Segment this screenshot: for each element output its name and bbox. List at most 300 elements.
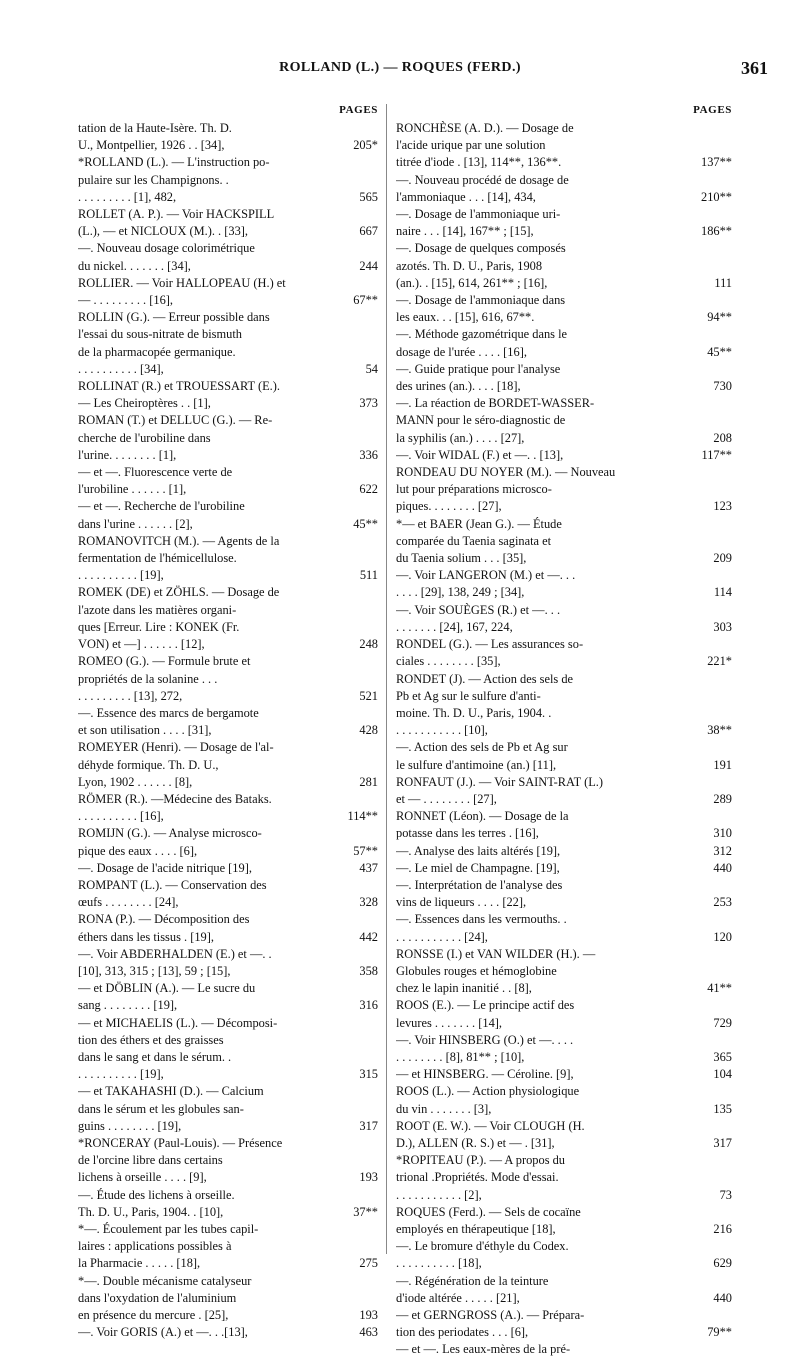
index-line xyxy=(78,292,378,309)
index-line-text: —. Essence des marcs de bergamote xyxy=(78,705,259,720)
index-line xyxy=(78,154,378,171)
index-line-text: RONFAUT (J.). — Voir SAINT-RAT (L.) xyxy=(396,774,603,789)
page-reference: 521 xyxy=(359,688,378,703)
index-line xyxy=(78,774,378,791)
index-line-text: —. Voir HINSBERG (O.) et —. . . . xyxy=(396,1032,574,1047)
right-column xyxy=(396,100,732,1357)
index-line-text: vins de liqueurs . . . . [22], xyxy=(396,895,527,910)
index-line-text: œufs . . . . . . . . [24], xyxy=(78,895,179,910)
index-line xyxy=(78,344,378,361)
index-line xyxy=(78,1083,378,1100)
index-line-text: — et GERNGROSS (A.). — Prépara- xyxy=(396,1308,585,1323)
page-reference: 315 xyxy=(359,1067,378,1082)
index-line-text: ROMEK (DE) et ZÖHLS. — Dosage de xyxy=(78,585,280,600)
running-head xyxy=(0,60,800,84)
page-reference: 45** xyxy=(353,516,378,531)
index-line-text: RONDEAU DU NOYER (M.). — Nouveau xyxy=(396,465,616,480)
index-line-text: RONSSE (I.) et VAN WILDER (H.). — xyxy=(396,946,596,961)
right-entry-list xyxy=(396,120,732,1359)
index-line xyxy=(396,1015,732,1032)
index-line xyxy=(78,447,378,464)
index-line xyxy=(78,722,378,739)
index-line xyxy=(78,1152,378,1169)
index-line xyxy=(78,1324,378,1341)
page-reference: 67** xyxy=(353,293,378,308)
index-line-text: —. Le bromure d'éthyle du Codex. xyxy=(396,1239,569,1254)
index-line xyxy=(78,1066,378,1083)
index-line xyxy=(396,550,732,567)
index-line-text: — Les Cheiroptères . . [1], xyxy=(78,396,211,411)
index-line-text: . . . . . . . . . . . [2], xyxy=(396,1187,482,1202)
index-line xyxy=(78,757,378,774)
index-line-text: ROLLINAT (R.) et TROUESSART (E.). xyxy=(78,379,280,394)
page-reference: 45** xyxy=(707,344,732,359)
index-line-text: U., Montpellier, 1926 . . [34], xyxy=(78,138,225,153)
pages-column-label: PAGES xyxy=(693,104,732,116)
index-line xyxy=(78,619,378,636)
index-line-text: —. Étude des lichens à orseille. xyxy=(78,1187,235,1202)
index-line-text: éthers dans les tissus . [19], xyxy=(78,929,214,944)
page-reference: 104 xyxy=(713,1067,732,1082)
index-line-text: ROOS (L.). — Action physiologique xyxy=(396,1084,580,1099)
page-reference: 440 xyxy=(713,1290,732,1305)
index-line xyxy=(396,1341,732,1358)
page-reference: 135 xyxy=(713,1101,732,1116)
index-line-text: —. Voir GORIS (A.) et —. . .[13], xyxy=(78,1325,248,1340)
index-line xyxy=(396,309,732,326)
index-line xyxy=(78,361,378,378)
index-line xyxy=(78,223,378,240)
index-line-text: RONA (P.). — Décomposition des xyxy=(78,912,250,927)
page-reference: 37** xyxy=(353,1204,378,1219)
index-line-text: . . . . . . . . . . . [24], xyxy=(396,929,488,944)
page-reference: 186** xyxy=(701,224,732,239)
index-line xyxy=(396,154,732,171)
index-line xyxy=(78,395,378,412)
page-number: 361 xyxy=(741,58,768,78)
index-line-text: ROLLIN (G.). — Erreur possible dans xyxy=(78,310,270,325)
index-line xyxy=(78,567,378,584)
index-line-text: (L.), — et NICLOUX (M.). . [33], xyxy=(78,224,248,239)
index-line-text: —. Guide pratique pour l'analyse xyxy=(396,361,561,376)
page-reference: 373 xyxy=(359,396,378,411)
index-line xyxy=(396,602,732,619)
index-line xyxy=(78,498,378,515)
page-reference: 73 xyxy=(719,1187,732,1202)
page-reference: 191 xyxy=(713,757,732,772)
index-line-text: levures . . . . . . . [14], xyxy=(396,1015,502,1030)
index-line-text: lut pour préparations microsco- xyxy=(396,482,552,497)
index-line xyxy=(396,1118,732,1135)
index-line-text: —. Dosage de quelques composés xyxy=(396,241,566,256)
index-line-text: laires : applications possibles à xyxy=(78,1239,232,1254)
index-line xyxy=(78,533,378,550)
index-line-text: ciales . . . . . . . . [35], xyxy=(396,654,501,669)
index-line-text: dans l'urine . . . . . . [2], xyxy=(78,516,193,531)
page-reference: 248 xyxy=(359,637,378,652)
index-line-text: fermentation de l'hémicellulose. xyxy=(78,551,237,566)
page-reference: 317 xyxy=(713,1135,732,1150)
index-line xyxy=(396,584,732,601)
index-line xyxy=(396,1152,732,1169)
index-line-text: . . . . . . . . . . . [10], xyxy=(396,723,488,738)
index-line-text: Th. D. U., Paris, 1904. . [10], xyxy=(78,1204,224,1219)
index-line xyxy=(78,791,378,808)
index-line xyxy=(396,653,732,670)
index-line-text: ROOT (E. W.). — Voir CLOUGH (H. xyxy=(396,1118,585,1133)
index-line xyxy=(396,481,732,498)
index-line xyxy=(78,1238,378,1255)
index-line-text: de la pharmacopée germanique. xyxy=(78,344,236,359)
index-line-text: pulaire sur les Champignons. . xyxy=(78,172,229,187)
index-line xyxy=(78,946,378,963)
index-line-text: RONCHÈSE (A. D.). — Dosage de xyxy=(396,121,574,135)
index-line xyxy=(396,533,732,550)
index-line xyxy=(396,395,732,412)
index-line-text: le sulfure d'antimoine (an.) [11], xyxy=(396,757,557,772)
index-line xyxy=(78,430,378,447)
index-line xyxy=(396,1032,732,1049)
index-line xyxy=(396,1187,732,1204)
index-line-text: —. Action des sels de Pb et Ag sur xyxy=(396,740,568,755)
index-line-text: (an.). . [15], 614, 261** ; [16], xyxy=(396,275,548,290)
page-reference: 730 xyxy=(713,379,732,394)
index-line xyxy=(78,963,378,980)
column-divider xyxy=(386,104,387,1254)
index-line xyxy=(396,739,732,756)
page-reference: 328 xyxy=(359,895,378,910)
page-reference: 275 xyxy=(359,1256,378,1271)
index-line-text: Lyon, 1902 . . . . . . [8], xyxy=(78,774,193,789)
index-line xyxy=(78,671,378,688)
index-line-text: dans le sang et dans le sérum. . xyxy=(78,1049,232,1064)
index-line xyxy=(78,137,378,154)
page-reference: 310 xyxy=(713,826,732,841)
index-line-text: dans le sérum et les globules san- xyxy=(78,1101,244,1116)
index-line xyxy=(78,1255,378,1272)
index-line xyxy=(78,1032,378,1049)
index-line-text: —. La réaction de BORDET-WASSER- xyxy=(396,396,595,411)
index-line xyxy=(78,653,378,670)
index-line xyxy=(78,172,378,189)
index-line xyxy=(78,412,378,429)
page-reference: 463 xyxy=(359,1325,378,1340)
index-line xyxy=(396,344,732,361)
index-line-text: — et MICHAELIS (L.). — Décomposi- xyxy=(78,1015,278,1030)
index-line xyxy=(78,877,378,894)
index-line-text: —. Dosage de l'ammoniaque uri- xyxy=(396,207,561,222)
page-reference: 38** xyxy=(707,723,732,738)
index-line-text: *— et BAER (Jean G.). — Étude xyxy=(396,516,562,531)
index-line-text: . . . . . . . . . [1], 482, xyxy=(78,189,177,204)
page-reference: 205* xyxy=(353,138,378,153)
index-line-text: l'ammoniaque . . . [14], 434, xyxy=(396,189,536,204)
index-line xyxy=(78,911,378,928)
index-line-text: —. Méthode gazométrique dans le xyxy=(396,327,568,342)
index-line xyxy=(396,430,732,447)
index-line-text: ROMIJN (G.). — Analyse microsco- xyxy=(78,826,262,841)
page-reference: 244 xyxy=(359,258,378,273)
page-reference: 437 xyxy=(359,860,378,875)
index-line xyxy=(396,275,732,292)
page-reference: 54 xyxy=(365,361,378,376)
index-line xyxy=(396,412,732,429)
index-line-text: ROMEO (G.). — Formule brute et xyxy=(78,654,251,669)
index-line xyxy=(78,602,378,619)
page-reference: 511 xyxy=(359,568,378,583)
index-line-text: . . . . . . . . . [13], 272, xyxy=(78,688,183,703)
index-line xyxy=(396,1221,732,1238)
index-line xyxy=(396,292,732,309)
index-line-text: *—. Écoulement par les tubes capil- xyxy=(78,1222,259,1236)
index-line xyxy=(396,1101,732,1118)
index-line xyxy=(396,619,732,636)
index-line xyxy=(396,877,732,894)
index-line-text: d'iode altérée . . . . . [21], xyxy=(396,1290,520,1305)
index-line-text: piques. . . . . . . . [27], xyxy=(396,499,502,514)
page-reference: 622 xyxy=(359,482,378,497)
index-line xyxy=(78,240,378,257)
left-column xyxy=(78,100,378,1340)
index-line-text: —. Régénération de la teinture xyxy=(396,1273,549,1288)
index-line-text: l'acide urique par une solution xyxy=(396,138,546,153)
index-line-text: employés en thérapeutique [18], xyxy=(396,1222,556,1236)
index-line xyxy=(396,1324,732,1341)
page-reference: 94** xyxy=(707,310,732,325)
index-line-text: propriétés de la solanine . . . xyxy=(78,671,218,686)
index-line xyxy=(78,206,378,223)
index-line xyxy=(78,1135,378,1152)
index-line xyxy=(396,258,732,275)
index-line xyxy=(78,1169,378,1186)
index-line-text: —. Nouveau procédé de dosage de xyxy=(396,172,569,187)
index-line xyxy=(396,722,732,739)
index-line-text: tion des éthers et des graisses xyxy=(78,1032,224,1047)
index-line-text: —. Le miel de Champagne. [19], xyxy=(396,860,560,875)
index-line xyxy=(396,774,732,791)
index-line xyxy=(396,860,732,877)
index-line-text: la Pharmacie . . . . . [18], xyxy=(78,1256,201,1271)
index-line xyxy=(78,1273,378,1290)
index-line-text: D.), ALLEN (R. S.) et — . [31], xyxy=(396,1135,555,1150)
page-reference: 114 xyxy=(713,585,732,600)
index-line-text: MANN pour le séro-diagnostic de xyxy=(396,413,566,428)
index-line xyxy=(78,481,378,498)
index-line-text: naire . . . [14], 167** ; [15], xyxy=(396,224,534,239)
index-line-text: et — . . . . . . . . [27], xyxy=(396,791,497,806)
index-line xyxy=(78,258,378,275)
index-line xyxy=(396,1307,732,1324)
page-reference: 442 xyxy=(359,929,378,944)
index-line-text: azotés. Th. D. U., Paris, 1908 xyxy=(396,258,543,273)
page-reference: 289 xyxy=(713,791,732,806)
index-line-text: — et —. Les eaux-mères de la pré- xyxy=(396,1342,571,1357)
index-line xyxy=(78,1049,378,1066)
index-line xyxy=(396,567,732,584)
index-line-text: —. Dosage de l'ammoniaque dans xyxy=(396,293,566,308)
index-line xyxy=(396,980,732,997)
index-line xyxy=(396,1083,732,1100)
index-line xyxy=(396,1049,732,1066)
index-line xyxy=(396,929,732,946)
page-reference: 193 xyxy=(359,1170,378,1185)
index-line-text: —. Voir SOUÈGES (R.) et —. . . xyxy=(396,602,561,617)
index-line-text: RONDET (J). — Action des sels de xyxy=(396,671,574,686)
index-line xyxy=(396,911,732,928)
index-line xyxy=(396,172,732,189)
index-line-text: pique des eaux . . . . [6], xyxy=(78,843,198,858)
page-reference: 193 xyxy=(359,1308,378,1323)
index-line xyxy=(396,1255,732,1272)
index-line xyxy=(396,946,732,963)
index-line xyxy=(78,705,378,722)
index-line-text: ROMANOVITCH (M.). — Agents de la xyxy=(78,533,280,548)
page-reference: 114** xyxy=(347,809,378,824)
page-reference: 117** xyxy=(701,447,732,462)
index-line xyxy=(78,378,378,395)
index-line xyxy=(78,189,378,206)
index-line-text: trional .Propriétés. Mode d'essai. xyxy=(396,1170,559,1185)
index-line xyxy=(78,825,378,842)
index-line-text: et son utilisation . . . . [31], xyxy=(78,723,212,738)
index-line-text: —. Voir LANGERON (M.) et —. . . xyxy=(396,568,576,583)
index-line-text: dans l'oxydation de l'aluminium xyxy=(78,1290,237,1305)
index-line-text: —. Analyse des laits altérés [19], xyxy=(396,843,561,858)
index-line xyxy=(78,1118,378,1135)
index-line xyxy=(78,980,378,997)
index-line-text: ROMAN (T.) et DELLUC (G.). — Re- xyxy=(78,413,273,428)
index-line-text: chez le lapin inanitié . . [8], xyxy=(396,981,532,996)
page-reference: 317 xyxy=(359,1118,378,1133)
index-line xyxy=(396,894,732,911)
index-line xyxy=(396,997,732,1014)
index-line-text: *RONCERAY (Paul-Louis). — Présence xyxy=(78,1135,283,1150)
page-reference: 365 xyxy=(713,1049,732,1064)
page-reference: 111 xyxy=(714,275,732,290)
page-reference: 428 xyxy=(359,723,378,738)
page-reference: 210** xyxy=(701,189,732,204)
index-line xyxy=(396,1169,732,1186)
index-line-text: . . . . . . . . . . [34], xyxy=(78,361,164,376)
index-line-text: *ROLLAND (L.). — L'instruction po- xyxy=(78,155,270,170)
index-line xyxy=(396,636,732,653)
index-line xyxy=(396,498,732,515)
index-line xyxy=(396,120,732,137)
index-line xyxy=(78,1221,378,1238)
page-reference: 565 xyxy=(359,189,378,204)
index-line-text: l'urine. . . . . . . . [1], xyxy=(78,447,177,462)
index-line xyxy=(396,447,732,464)
index-line-text: l'urobiline . . . . . . [1], xyxy=(78,482,187,497)
index-line-text: RONNET (Léon). — Dosage de la xyxy=(396,809,569,824)
page-reference: 729 xyxy=(713,1015,732,1030)
index-line-text: — . . . . . . . . . [16], xyxy=(78,293,173,308)
index-line xyxy=(396,688,732,705)
index-line-text: . . . . . . . . [8], 81** ; [10], xyxy=(396,1049,525,1064)
index-line-text: [10], 313, 315 ; [13], 59 ; [15], xyxy=(78,963,231,978)
index-line-text: —. Essences dans les vermouths. . xyxy=(396,912,567,927)
page-reference: 57** xyxy=(353,843,378,858)
index-line xyxy=(78,739,378,756)
index-line-text: . . . . . . . . . . [18], xyxy=(396,1256,482,1271)
index-line-text: . . . . . . . . . . [16], xyxy=(78,809,164,824)
index-line-text: tation de la Haute-Isère. Th. D. xyxy=(78,121,232,135)
index-line-text: — et —. Fluorescence verte de xyxy=(78,465,233,480)
index-line-text: . . . . . . . [24], 167, 224, xyxy=(396,619,513,634)
index-line xyxy=(396,206,732,223)
index-line xyxy=(396,1135,732,1152)
index-line-text: — et HINSBERG. — Céroline. [9], xyxy=(396,1067,574,1082)
index-line xyxy=(396,808,732,825)
index-line xyxy=(78,894,378,911)
running-title: ROLLAND (L.) — ROQUES (FERD.) xyxy=(279,60,521,75)
index-line-text: des urines (an.). . . . [18], xyxy=(396,379,521,394)
index-line-text: —. Interprétation de l'analyse des xyxy=(396,877,563,892)
index-line-text: . . . . . . . . . . [19], xyxy=(78,1067,164,1082)
index-line xyxy=(396,240,732,257)
index-line xyxy=(396,361,732,378)
index-line xyxy=(78,1307,378,1324)
pages-column-label: PAGES xyxy=(339,104,378,116)
index-line-text: potasse dans les terres . [16], xyxy=(396,826,539,841)
index-line xyxy=(396,843,732,860)
index-line xyxy=(396,223,732,240)
page-reference: 253 xyxy=(713,895,732,910)
index-line xyxy=(78,326,378,343)
page-reference: 208 xyxy=(713,430,732,445)
page-reference: 440 xyxy=(713,860,732,875)
index-line-text: comparée du Taenia saginata et xyxy=(396,533,552,548)
index-line xyxy=(396,516,732,533)
index-line-text: Pb et Ag sur le sulfure d'anti- xyxy=(396,688,541,703)
index-line-text: titrée d'iode . [13], 114**, 136**. xyxy=(396,155,562,170)
index-line xyxy=(78,860,378,877)
page-reference: 120 xyxy=(713,929,732,944)
index-line-text: du Taenia solium . . . [35], xyxy=(396,551,527,566)
page-reference: 336 xyxy=(359,447,378,462)
index-line xyxy=(78,688,378,705)
index-line xyxy=(396,791,732,808)
index-line-text: guins . . . . . . . . [19], xyxy=(78,1118,182,1133)
index-line-text: ROLLIER. — Voir HALLOPEAU (H.) et xyxy=(78,275,286,290)
index-line-text: du nickel. . . . . . . [34], xyxy=(78,258,191,273)
page-reference: 303 xyxy=(713,619,732,634)
index-line xyxy=(396,378,732,395)
index-line-text: — et TAKAHASHI (D.). — Calcium xyxy=(78,1084,264,1099)
index-line-text: tion des periodates . . . [6], xyxy=(396,1325,529,1340)
index-line xyxy=(78,808,378,825)
index-line xyxy=(78,120,378,137)
index-line xyxy=(78,1204,378,1221)
index-line xyxy=(78,929,378,946)
index-line xyxy=(396,757,732,774)
index-line-text: ROMPANT (L.). — Conservation des xyxy=(78,877,267,892)
page-reference: 667 xyxy=(359,224,378,239)
page-reference: 123 xyxy=(713,499,732,514)
index-line xyxy=(78,550,378,567)
index-line xyxy=(396,671,732,688)
page-reference: 41** xyxy=(707,981,732,996)
index-line-text: *ROPITEAU (P.). — A propos du xyxy=(396,1153,566,1168)
index-line xyxy=(78,464,378,481)
index-line-text: —. Voir ABDERHALDEN (E.) et —. . xyxy=(78,946,272,961)
index-line xyxy=(396,189,732,206)
index-line-text: Globules rouges et hémoglobine xyxy=(396,963,557,978)
index-line xyxy=(78,843,378,860)
index-line xyxy=(78,309,378,326)
index-line xyxy=(78,516,378,533)
index-line xyxy=(396,963,732,980)
